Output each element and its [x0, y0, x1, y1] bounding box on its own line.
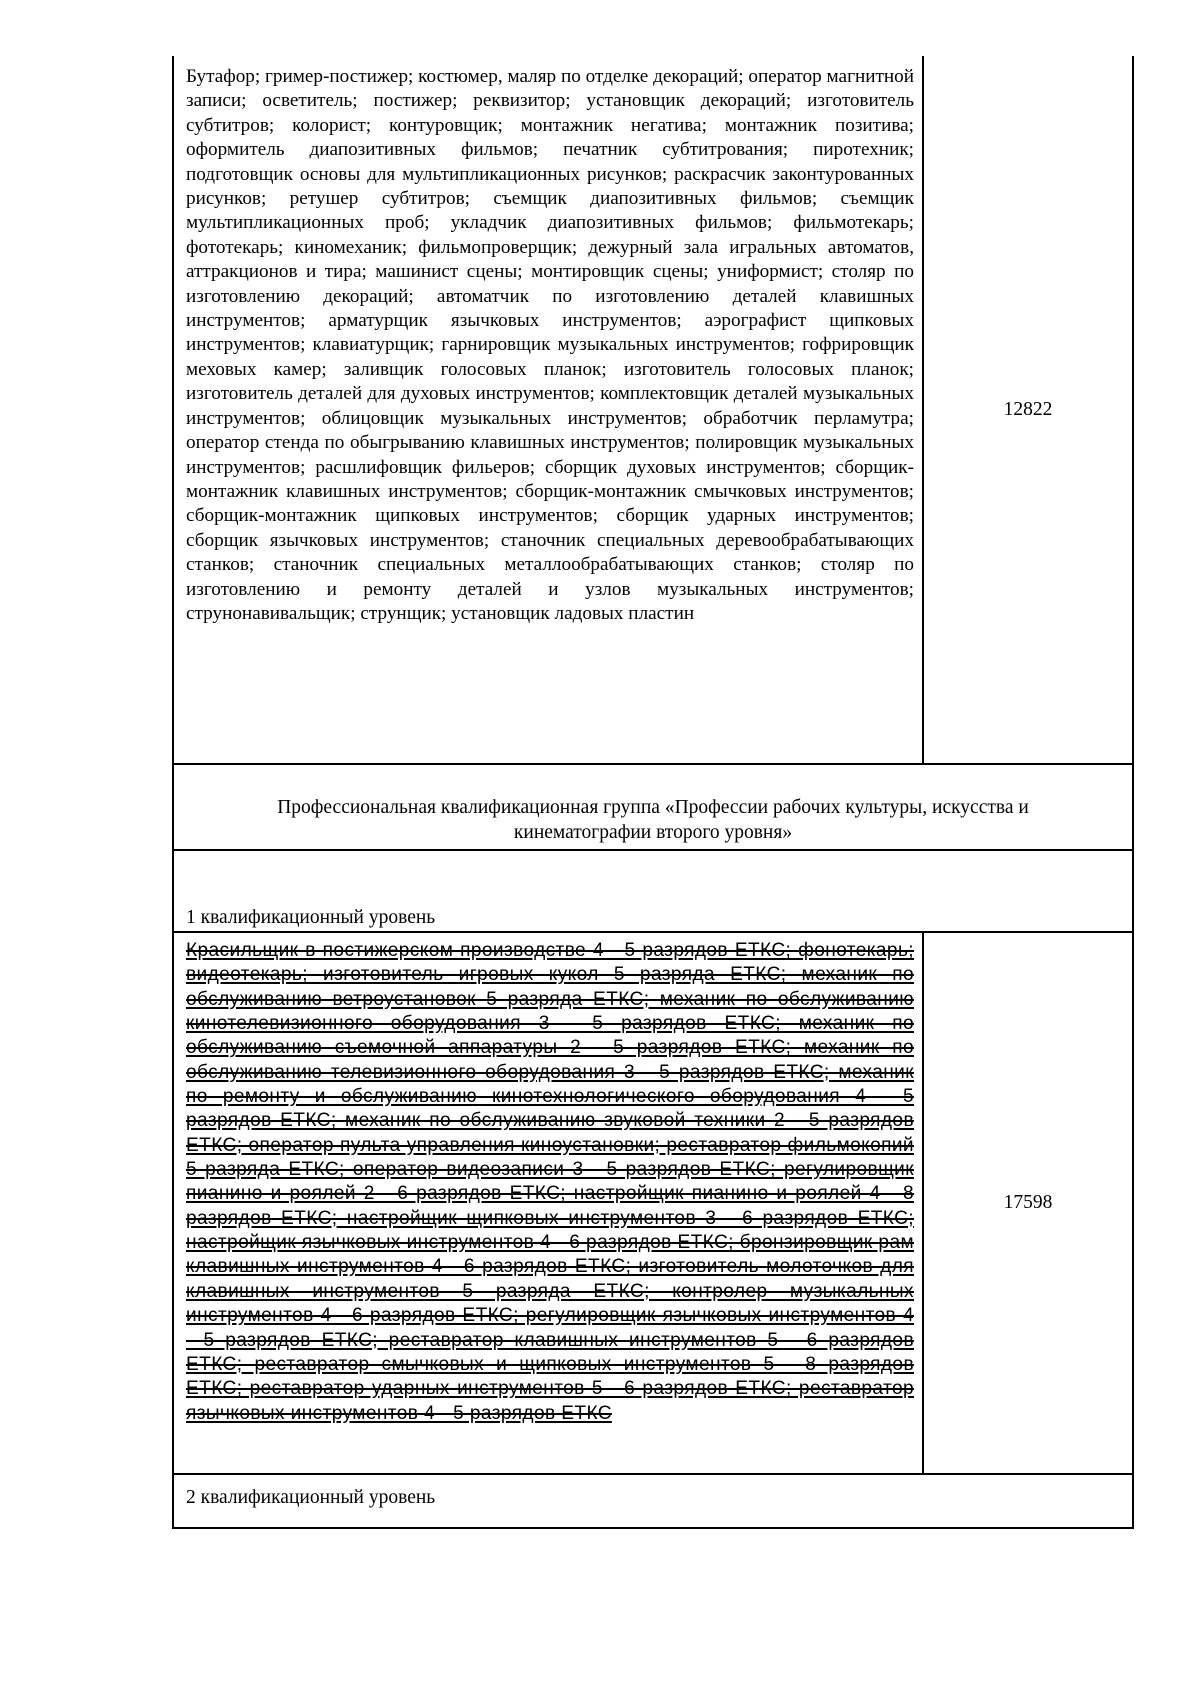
table-row: [173, 764, 1133, 850]
level-label-cell: [173, 850, 1133, 932]
level-label: 1 квалификационный уровень: [186, 907, 436, 928]
group-title-cell: [173, 764, 1133, 850]
document-page: [172, 56, 1132, 1529]
table-row: [173, 56, 1133, 764]
salary-code: 17598: [1003, 1192, 1053, 1213]
salary-code-cell: [923, 56, 1133, 764]
qualification-table: [172, 56, 1134, 1529]
level-label-cell: [173, 1474, 1133, 1528]
salary-code: 12822: [1003, 398, 1053, 420]
table-row: [173, 850, 1133, 932]
professions-cell: [173, 56, 923, 764]
struck-professions-list: Красильщик в постижерском производстве 4 - 5 разрядов ЕТКС; фонотекарь; видеотекарь; изготовитель игровых кукол 5 разряда ЕТКС; механик по обслуживанию ветроустановок 5 разряда ЕТКС; механик по обслуживанию кинотелевизионного оборудования 3 - 5 разрядов ЕТКС; механик по обслуживанию съемочной аппаратуры 2 - 5 разрядов ЕТКС; механик по обслуживанию телевизионного оборудования 3 - 5 разрядов ЕТКС; механик по ремонту и обслуживанию кинотехнологического оборудования 4 - 5 разрядов ЕТКС; механик по обслуживанию звуковой техники 2 - 5 разрядов ЕТКС; оператор пульта управления киноустановки; реставратор фильмокопий 5 разряда ЕТКС; оператор видеозаписи 3 - 5 разрядов ЕТКС; регулировщик пианино и роялей 2 - 6 разрядов ЕТКС; настройщик пианино и роялей 4 - 8 разрядов ЕТКС; настройщик щипковых инструментов 3 - 6 разрядов ЕТКС; настройщик язычковых инструментов 4 - 6 разрядов ЕТКС; бронзировщик рам клавишных инструментов 4 - 6 разрядов ЕТКС; изготовитель молоточков для клавишных инструментов 5 разряда ЕТКС; контролер музыкальных инструментов 4 - 6 разрядов ЕТКС; регулировщик язычковых инструментов 4 - 5 разрядов ЕТКС; реставратор клавишных инструментов 5 - 6 разрядов ЕТКС; реставратор смычковых и щипковых инструментов 5 - 8 разрядов ЕТКС; реставратор ударных инструментов 5 - 6 разрядов ЕТКС; реставратор язычковых инструментов 4 - 5 разрядов ЕТКС: [186, 940, 914, 1424]
professions-cell: [173, 932, 923, 1474]
salary-code-cell: [923, 932, 1133, 1474]
professions-list: Бутафор; гример-постижер; костюмер, маляр по отделке декораций; оператор магнитной записи; осветитель; постижер; реквизитор; установщик декораций; изготовитель субтитров; колорист; контуровщик; монтажник негатива; монтажник позитива; оформитель диапозитивных фильмов; печатник субтитрования; пиротехник; подготовщик основы для мультипликационных рисунков; раскрасчик законтурованных рисунков; ретушер субтитров; съемщик диапозитивных фильмов; съемщик мультипликационных проб; укладчик диапозитивных фильмов; фильмотекарь; фототекарь; киномеханик; фильмопроверщик; дежурный зала игральных автоматов, аттракционов и тира; машинист сцены; монтировщик сцены; униформист; столяр по изготовлению декораций; автоматчик по изготовлению деталей клавишных инструментов; арматурщик язычковых инструментов; аэрографист щипковых инструментов; клавиатурщик; гарнировщик музыкальных инструментов; гофрировщик меховых камер; заливщик голосовых планок; изготовитель голосовых планок; изготовитель деталей для духовых инструментов; комплектовщик деталей музыкальных инструментов; облицовщик музыкальных инструментов; обработчик перламутра; оператор стенда по обыгрыванию клавишных инструментов; полировщик музыкальных инструментов; расшлифовщик фильеров; сборщик духовых инструментов; сборщик-монтажник клавишных инструментов; сборщик-монтажник смычковых инструментов; сборщик-монтажник щипковых инструментов; сборщик ударных инструментов; сборщик язычковых инструментов; станочник специальных деревообрабатывающих станков; станочник специальных металлообрабатывающих станков; столяр по изготовлению и ремонту деталей и узлов музыкальных инструментов; струнонавивальщик; струнщик; установщик ладовых пластин: [186, 66, 914, 624]
table-row: [173, 1474, 1133, 1528]
group-title: Профессиональная квалификационная группа «Профессии рабочих культуры, искусства и кинематографии второго уровня»: [277, 797, 1029, 843]
table-row: [173, 932, 1133, 1474]
level-label: 2 квалификационный уровень: [186, 1487, 436, 1508]
